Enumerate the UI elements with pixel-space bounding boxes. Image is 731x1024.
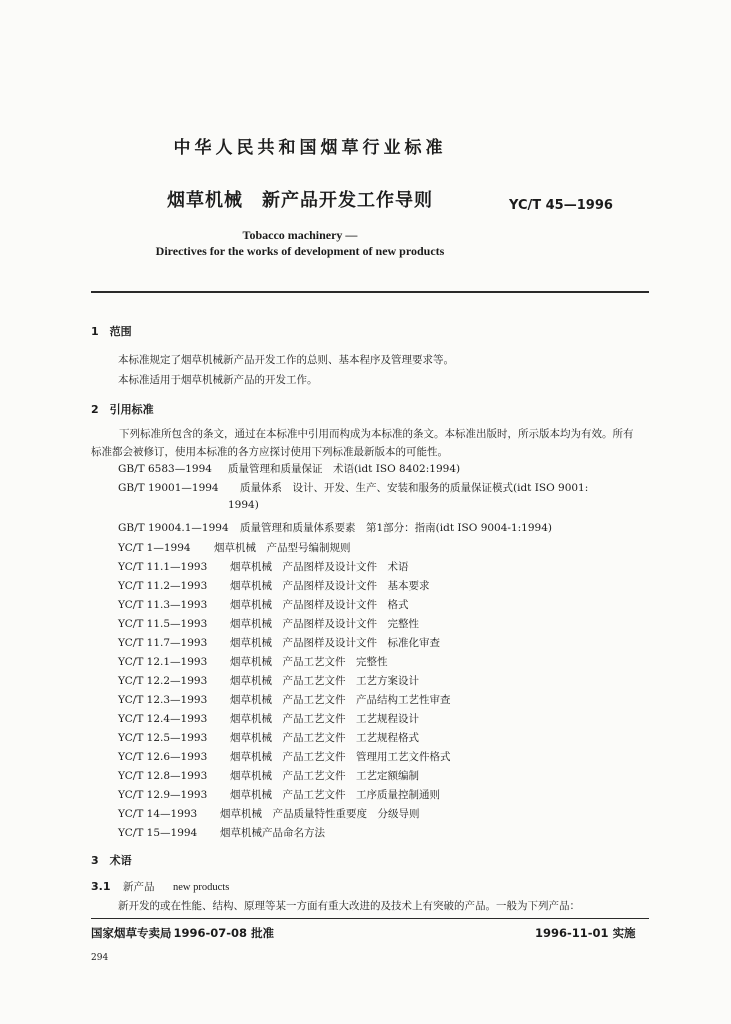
reference-item <box>118 806 588 825</box>
reference-title: 烟草机械 产品图样及设计文件 完整性 <box>230 618 419 630</box>
document-category: 中华人民共和国烟草行业标准 <box>173 138 447 158</box>
reference-title: 烟草机械 产品工艺文件 工序质量控制通则 <box>230 789 440 801</box>
reference-title: 烟草机械 产品工艺文件 工艺方案设计 <box>230 675 419 687</box>
reference-item <box>118 673 588 692</box>
term-3-1-definition: 新开发的或在性能、结构、原理等某一方面有重大改进的及技术上有突破的产品。一般为下列产品： <box>118 900 580 912</box>
reference-title: 烟草机械 产品图样及设计文件 标准化审查 <box>230 637 440 649</box>
section-1-paragraph-1: 本标准规定了烟草机械新产品开发工作的总则、基本程序及管理要求等。 <box>118 354 454 366</box>
section-2-heading: 2 引用标准 <box>91 403 154 416</box>
reference-item <box>118 461 588 480</box>
reference-item <box>118 787 588 806</box>
reference-code: GB/T 19004.1—1994 <box>118 522 229 534</box>
term-chinese: 新产品 <box>123 881 155 893</box>
approve-label: 批准 <box>251 926 275 940</box>
reference-item <box>118 825 588 844</box>
reference-title: 质量管理和质量体系要素 第1部分：指南(idt ISO 9004-1:1994) <box>240 522 553 534</box>
reference-item <box>118 635 588 654</box>
header-rule <box>91 291 649 293</box>
reference-item <box>118 480 588 499</box>
reference-title: 烟草机械 产品工艺文件 产品结构工艺性审查 <box>230 694 451 706</box>
reference-code: YC/T 11.5—1993 <box>118 618 208 630</box>
reference-item <box>118 711 588 730</box>
reference-code: YC/T 12.2—1993 <box>118 675 208 687</box>
effective-line <box>535 925 636 941</box>
reference-code: GB/T 19001—1994 <box>118 482 219 494</box>
reference-code: YC/T 12.3—1993 <box>118 694 208 706</box>
term-number: 3.1 <box>91 880 111 893</box>
issuer: 国家烟草专卖局 <box>91 926 172 940</box>
reference-item <box>118 730 588 749</box>
reference-title: 烟草机械 产品图样及设计文件 基本要求 <box>230 580 430 592</box>
reference-title-continuation: 1994) <box>228 499 259 511</box>
reference-code: YC/T 12.5—1993 <box>118 732 208 744</box>
page-number: 294 <box>91 953 109 963</box>
reference-title: 烟草机械 产品工艺文件 工艺规程格式 <box>230 732 419 744</box>
effective-date: 1996-11-01 <box>535 926 609 940</box>
reference-code: YC/T 11.7—1993 <box>118 637 208 649</box>
reference-code: YC/T 12.9—1993 <box>118 789 208 801</box>
reference-title: 烟草机械 产品工艺文件 工艺定额编制 <box>230 770 419 782</box>
reference-code: YC/T 12.4—1993 <box>118 713 208 725</box>
section-1-paragraph-2: 本标准适用于烟草机械新产品的开发工作。 <box>118 374 318 386</box>
reference-code: YC/T 14—1993 <box>118 808 198 820</box>
reference-title: 烟草机械 产品工艺文件 工艺规程设计 <box>230 713 419 725</box>
reference-code: YC/T 11.3—1993 <box>118 599 208 611</box>
reference-title: 烟草机械产品命名方法 <box>220 827 325 839</box>
approval-line <box>91 925 274 941</box>
reference-title: 烟草机械 产品质量特性重要度 分级导则 <box>220 808 420 820</box>
footer-rule <box>91 918 649 919</box>
reference-item-continuation <box>118 499 588 520</box>
reference-item <box>118 654 588 673</box>
reference-title: 质量体系 设计、开发、生产、安装和服务的质量保证模式(idt ISO 9001: <box>240 482 589 494</box>
reference-list <box>118 461 588 844</box>
reference-code: YC/T 12.8—1993 <box>118 770 208 782</box>
approve-date: 1996-07-08 <box>173 926 248 940</box>
reference-item <box>118 597 588 616</box>
reference-code: YC/T 15—1994 <box>118 827 198 839</box>
reference-code: YC/T 11.1—1993 <box>118 561 208 573</box>
section-2-intro: 下列标准所包含的条文，通过在本标准中引用而构成为本标准的条文。本标准出版时，所示版本均为有效。所有标准都会被修订，使用本标准的各方应探讨使用下列标准最新版本的可能性。 <box>91 428 634 458</box>
term-english: new products <box>173 882 230 893</box>
reference-item <box>118 749 588 768</box>
section-3-heading: 3 术语 <box>91 854 132 867</box>
english-title-line2: Directives for the works of development of new products <box>155 244 445 258</box>
reference-item <box>118 520 588 540</box>
document-title: 烟草机械 新产品开发工作导则 <box>167 190 433 211</box>
reference-item <box>118 578 588 597</box>
reference-code: YC/T 12.6—1993 <box>118 751 208 763</box>
reference-title: 烟草机械 产品图样及设计文件 术语 <box>230 561 409 573</box>
reference-item <box>118 692 588 711</box>
reference-code: YC/T 11.2—1993 <box>118 580 208 592</box>
reference-code: GB/T 6583—1994 <box>118 463 212 475</box>
reference-title: 质量管理和质量保证 术语(idt ISO 8402:1994) <box>228 463 461 475</box>
reference-title: 烟草机械 产品图样及设计文件 格式 <box>230 599 409 611</box>
term-3-1 <box>91 879 229 894</box>
reference-item <box>118 768 588 787</box>
standard-number: YC/T 45—1996 <box>509 198 613 213</box>
reference-item <box>118 559 588 578</box>
reference-item <box>118 616 588 635</box>
reference-item <box>118 540 588 559</box>
section-1-heading: 1 范围 <box>91 325 132 338</box>
reference-title: 烟草机械 产品型号编制规则 <box>214 542 351 554</box>
effective-label: 实施 <box>612 926 636 940</box>
english-title-line1: Tobacco machinery — <box>242 228 358 242</box>
reference-code: YC/T 12.1—1993 <box>118 656 208 668</box>
reference-title: 烟草机械 产品工艺文件 完整性 <box>230 656 388 668</box>
reference-code: YC/T 1—1994 <box>118 542 191 554</box>
reference-title: 烟草机械 产品工艺文件 管理用工艺文件格式 <box>230 751 451 763</box>
